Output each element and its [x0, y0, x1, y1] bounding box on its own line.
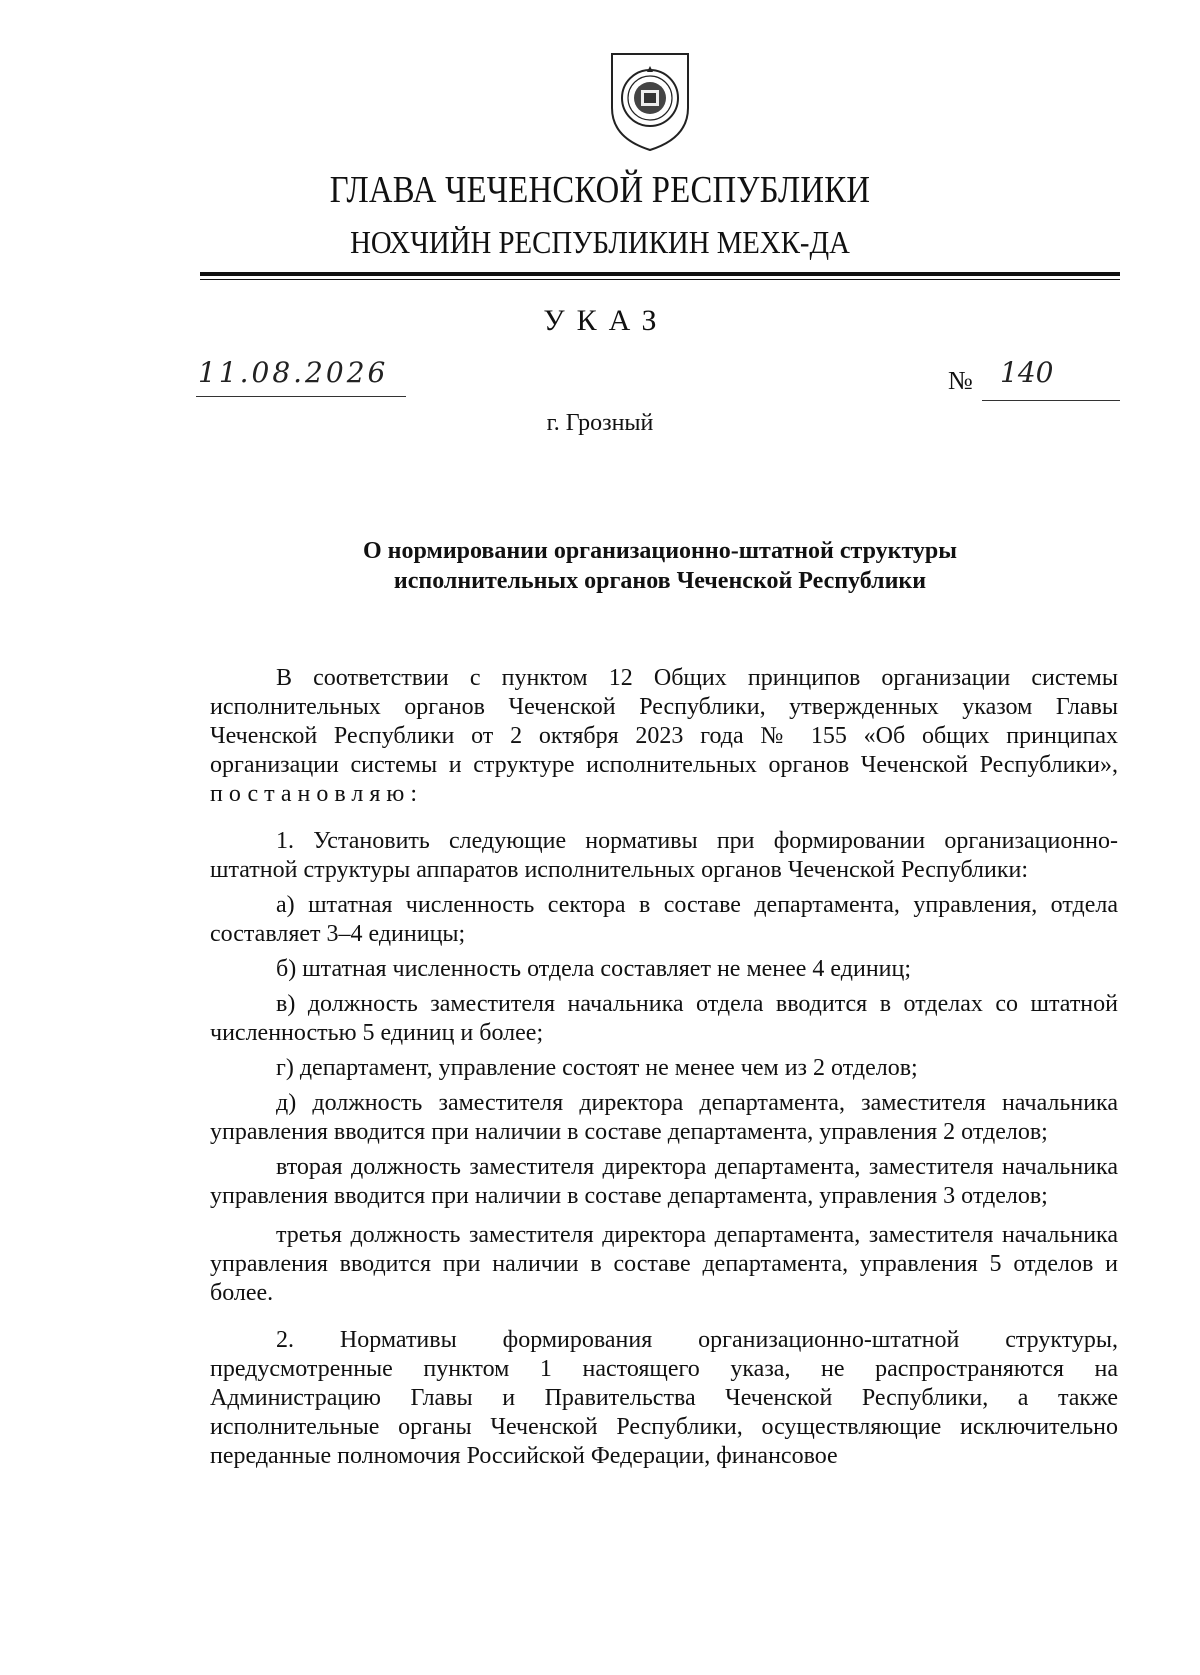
header-divider-thin: [200, 279, 1120, 280]
title-line-2: исполнительных органов Чеченской Республики: [393, 568, 927, 594]
title-line-1: О нормировании организационно-штатной структуры: [362, 538, 958, 564]
document-body: [210, 664, 1118, 1471]
preamble-paragraph: [210, 664, 1118, 809]
number-underline: [982, 400, 1120, 401]
header-divider-thick: [200, 272, 1120, 276]
item-1-b: б) штатная численность отдела составляет не менее 4 единиц;: [276, 956, 912, 982]
item-1-d: д) должность заместителя директора департамента, заместителя начальника управления вводится при наличии в составе департамента, управления 2 отделов;: [210, 1090, 1118, 1145]
document-number: 140: [1000, 356, 1054, 389]
document-title: [200, 536, 1120, 596]
header-title-russian: ГЛАВА ЧЕЧЕНСКОЙ РЕСПУБЛИКИ: [329, 169, 871, 211]
number-label: №: [948, 366, 973, 395]
document-date: 11.08.2026: [198, 356, 389, 389]
item-2: 2. Нормативы формирования организационно-штатной структуры, предусмотренные пунктом 1 настоящего указа, не распространяются на Администрацию Главы и Правительства Чеченской Республики, а также исполнительные органы Чеченской Республики, осуществляющие исключительно переданные полномочия Российской Федерации, финансовое: [210, 1327, 1118, 1469]
date-underline: [196, 396, 406, 397]
item-1-g: г) департамент, управление состоят не менее чем из 2 отделов;: [276, 1055, 918, 1081]
item-1-v: в) должность заместителя начальника отдела вводится в отделах со штатной численностью 5 единиц и более;: [210, 991, 1118, 1046]
decree-word: постановляю:: [210, 781, 423, 807]
document-type: УКАЗ: [543, 304, 669, 337]
item-1-d-third: третья должность заместителя директора департамента, заместителя начальника управления вводится при наличии в составе департамента, управления 5 отделов и более.: [210, 1222, 1118, 1306]
item-1-a: а) штатная численность сектора в составе департамента, управления, отдела составляет 3–4 единицы;: [210, 892, 1118, 947]
header-title-chechen: НОХЧИЙН РЕСПУБЛИКИН МЕХК-ДА: [350, 224, 850, 260]
coat-of-arms-icon: [608, 50, 692, 154]
city: г. Грозный: [546, 410, 654, 436]
item-1: 1. Установить следующие нормативы при формировании организационно-штатной структуры аппаратов исполнительных органов Чеченской Республики:: [210, 828, 1118, 883]
item-1-d-second: вторая должность заместителя директора департамента, заместителя начальника управления вводится при наличии в составе департамента, управления 3 отделов;: [210, 1154, 1118, 1209]
preamble-text: В соответствии с пунктом 12 Общих принципов организации системы исполнительных органов Чеченской Республики, утвержденных указом Главы Чеченской Республики от 2 октября 2023 года № 155 «Об общих принципах организации системы и структуре исполнительных органов Чеченской Республики»,: [210, 665, 1118, 778]
